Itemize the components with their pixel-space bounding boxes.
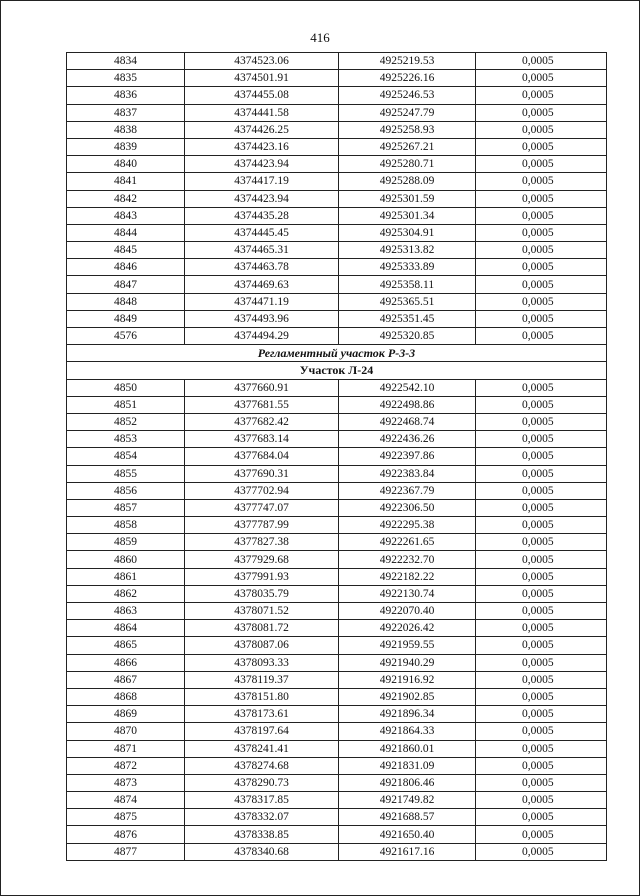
accuracy-cell: 0,0005 bbox=[476, 242, 607, 259]
table-row bbox=[67, 156, 607, 173]
y-coordinate-cell: 4925219.53 bbox=[339, 53, 476, 70]
x-coordinate-cell: 4377929.68 bbox=[185, 551, 339, 568]
y-coordinate-cell: 4925280.71 bbox=[339, 156, 476, 173]
y-coordinate-cell: 4921860.01 bbox=[339, 740, 476, 757]
table-row bbox=[67, 431, 607, 448]
x-coordinate-cell: 4377827.38 bbox=[185, 534, 339, 551]
accuracy-cell: 0,0005 bbox=[476, 568, 607, 585]
accuracy-cell: 0,0005 bbox=[476, 688, 607, 705]
y-coordinate-cell: 4922232.70 bbox=[339, 551, 476, 568]
point-number-cell: 4877 bbox=[67, 843, 185, 860]
x-coordinate-cell: 4378340.68 bbox=[185, 843, 339, 860]
table-row bbox=[67, 70, 607, 87]
accuracy-cell: 0,0005 bbox=[476, 517, 607, 534]
point-number-cell: 4871 bbox=[67, 740, 185, 757]
point-number-cell: 4867 bbox=[67, 671, 185, 688]
table-row bbox=[67, 310, 607, 327]
x-coordinate-cell: 4378317.85 bbox=[185, 792, 339, 809]
accuracy-cell: 0,0005 bbox=[476, 431, 607, 448]
x-coordinate-cell: 4377991.93 bbox=[185, 568, 339, 585]
accuracy-cell: 0,0005 bbox=[476, 499, 607, 516]
accuracy-cell: 0,0005 bbox=[476, 448, 607, 465]
point-number-cell: 4837 bbox=[67, 104, 185, 121]
table-row bbox=[67, 688, 607, 705]
y-coordinate-cell: 4922468.74 bbox=[339, 413, 476, 430]
accuracy-cell: 0,0005 bbox=[476, 671, 607, 688]
x-coordinate-cell: 4377684.04 bbox=[185, 448, 339, 465]
x-coordinate-cell: 4378197.64 bbox=[185, 723, 339, 740]
y-coordinate-cell: 4921902.85 bbox=[339, 688, 476, 705]
table-row bbox=[67, 706, 607, 723]
x-coordinate-cell: 4377690.31 bbox=[185, 465, 339, 482]
accuracy-cell: 0,0005 bbox=[476, 465, 607, 482]
x-coordinate-cell: 4374465.31 bbox=[185, 242, 339, 259]
accuracy-cell: 0,0005 bbox=[476, 121, 607, 138]
y-coordinate-cell: 4921864.33 bbox=[339, 723, 476, 740]
y-coordinate-cell: 4922383.84 bbox=[339, 465, 476, 482]
table-row bbox=[67, 517, 607, 534]
point-number-cell: 4853 bbox=[67, 431, 185, 448]
point-number-cell: 4576 bbox=[67, 328, 185, 345]
accuracy-cell: 0,0005 bbox=[476, 826, 607, 843]
point-number-cell: 4845 bbox=[67, 242, 185, 259]
section-title: Регламентный участок Р-3-3 bbox=[67, 345, 607, 362]
y-coordinate-cell: 4925304.91 bbox=[339, 224, 476, 241]
point-number-cell: 4872 bbox=[67, 757, 185, 774]
y-coordinate-cell: 4922261.65 bbox=[339, 534, 476, 551]
table-row bbox=[67, 637, 607, 654]
table-row bbox=[67, 620, 607, 637]
y-coordinate-cell: 4921749.82 bbox=[339, 792, 476, 809]
table-row bbox=[67, 276, 607, 293]
x-coordinate-cell: 4378087.06 bbox=[185, 637, 339, 654]
point-number-cell: 4849 bbox=[67, 310, 185, 327]
x-coordinate-cell: 4374494.29 bbox=[185, 328, 339, 345]
accuracy-cell: 0,0005 bbox=[476, 482, 607, 499]
y-coordinate-cell: 4921831.09 bbox=[339, 757, 476, 774]
x-coordinate-cell: 4374426.25 bbox=[185, 121, 339, 138]
point-number-cell: 4874 bbox=[67, 792, 185, 809]
table-row bbox=[67, 671, 607, 688]
y-coordinate-cell: 4922070.40 bbox=[339, 603, 476, 620]
accuracy-cell: 0,0005 bbox=[476, 156, 607, 173]
table-row bbox=[67, 328, 607, 345]
point-number-cell: 4868 bbox=[67, 688, 185, 705]
table-row bbox=[67, 259, 607, 276]
point-number-cell: 4842 bbox=[67, 190, 185, 207]
table-row bbox=[67, 448, 607, 465]
accuracy-cell: 0,0005 bbox=[476, 190, 607, 207]
table-row bbox=[67, 774, 607, 791]
point-number-cell: 4851 bbox=[67, 396, 185, 413]
x-coordinate-cell: 4374417.19 bbox=[185, 173, 339, 190]
table-row bbox=[67, 499, 607, 516]
x-coordinate-cell: 4374423.94 bbox=[185, 190, 339, 207]
accuracy-cell: 0,0005 bbox=[476, 551, 607, 568]
x-coordinate-cell: 4377682.42 bbox=[185, 413, 339, 430]
x-coordinate-cell: 4374445.45 bbox=[185, 224, 339, 241]
y-coordinate-cell: 4925301.34 bbox=[339, 207, 476, 224]
point-number-cell: 4848 bbox=[67, 293, 185, 310]
block1-body bbox=[67, 53, 607, 345]
table-row bbox=[67, 534, 607, 551]
point-number-cell: 4862 bbox=[67, 585, 185, 602]
y-coordinate-cell: 4921650.40 bbox=[339, 826, 476, 843]
accuracy-cell: 0,0005 bbox=[476, 224, 607, 241]
x-coordinate-cell: 4377787.99 bbox=[185, 517, 339, 534]
accuracy-cell: 0,0005 bbox=[476, 792, 607, 809]
table-row bbox=[67, 809, 607, 826]
y-coordinate-cell: 4921940.29 bbox=[339, 654, 476, 671]
y-coordinate-cell: 4922295.38 bbox=[339, 517, 476, 534]
point-number-cell: 4852 bbox=[67, 413, 185, 430]
point-number-cell: 4865 bbox=[67, 637, 185, 654]
y-coordinate-cell: 4922498.86 bbox=[339, 396, 476, 413]
accuracy-cell: 0,0005 bbox=[476, 53, 607, 70]
x-coordinate-cell: 4374455.08 bbox=[185, 87, 339, 104]
x-coordinate-cell: 4378119.37 bbox=[185, 671, 339, 688]
accuracy-cell: 0,0005 bbox=[476, 654, 607, 671]
x-coordinate-cell: 4377702.94 bbox=[185, 482, 339, 499]
y-coordinate-cell: 4921896.34 bbox=[339, 706, 476, 723]
table-row bbox=[67, 190, 607, 207]
table-row bbox=[67, 482, 607, 499]
point-number-cell: 4854 bbox=[67, 448, 185, 465]
accuracy-cell: 0,0005 bbox=[476, 809, 607, 826]
x-coordinate-cell: 4378093.33 bbox=[185, 654, 339, 671]
y-coordinate-cell: 4922182.22 bbox=[339, 568, 476, 585]
table-row bbox=[67, 723, 607, 740]
x-coordinate-cell: 4378081.72 bbox=[185, 620, 339, 637]
y-coordinate-cell: 4922130.74 bbox=[339, 585, 476, 602]
table-row bbox=[67, 826, 607, 843]
accuracy-cell: 0,0005 bbox=[476, 637, 607, 654]
x-coordinate-cell: 4374463.78 bbox=[185, 259, 339, 276]
table-row bbox=[67, 138, 607, 155]
table-row bbox=[67, 173, 607, 190]
x-coordinate-cell: 4374493.96 bbox=[185, 310, 339, 327]
x-coordinate-cell: 4378332.07 bbox=[185, 809, 339, 826]
accuracy-cell: 0,0005 bbox=[476, 379, 607, 396]
x-coordinate-cell: 4374441.58 bbox=[185, 104, 339, 121]
table-row bbox=[67, 551, 607, 568]
point-number-cell: 4875 bbox=[67, 809, 185, 826]
y-coordinate-cell: 4922306.50 bbox=[339, 499, 476, 516]
accuracy-cell: 0,0005 bbox=[476, 774, 607, 791]
accuracy-cell: 0,0005 bbox=[476, 723, 607, 740]
point-number-cell: 4863 bbox=[67, 603, 185, 620]
plot-title: Участок Л-24 bbox=[67, 362, 607, 379]
point-number-cell: 4857 bbox=[67, 499, 185, 516]
table-row bbox=[67, 603, 607, 620]
y-coordinate-cell: 4925246.53 bbox=[339, 87, 476, 104]
point-number-cell: 4840 bbox=[67, 156, 185, 173]
y-coordinate-cell: 4921617.16 bbox=[339, 843, 476, 860]
y-coordinate-cell: 4925351.45 bbox=[339, 310, 476, 327]
accuracy-cell: 0,0005 bbox=[476, 740, 607, 757]
y-coordinate-cell: 4925267.21 bbox=[339, 138, 476, 155]
y-coordinate-cell: 4925288.09 bbox=[339, 173, 476, 190]
x-coordinate-cell: 4377681.55 bbox=[185, 396, 339, 413]
table-row bbox=[67, 87, 607, 104]
x-coordinate-cell: 4377747.07 bbox=[185, 499, 339, 516]
x-coordinate-cell: 4378071.52 bbox=[185, 603, 339, 620]
point-number-cell: 4843 bbox=[67, 207, 185, 224]
accuracy-cell: 0,0005 bbox=[476, 328, 607, 345]
y-coordinate-cell: 4922436.26 bbox=[339, 431, 476, 448]
table-row bbox=[67, 121, 607, 138]
page-number: 416 bbox=[310, 30, 330, 45]
point-number-cell: 4839 bbox=[67, 138, 185, 155]
y-coordinate-cell: 4921916.92 bbox=[339, 671, 476, 688]
accuracy-cell: 0,0005 bbox=[476, 104, 607, 121]
point-number-cell: 4876 bbox=[67, 826, 185, 843]
block2-body bbox=[67, 379, 607, 860]
table-row bbox=[67, 53, 607, 70]
accuracy-cell: 0,0005 bbox=[476, 293, 607, 310]
x-coordinate-cell: 4378035.79 bbox=[185, 585, 339, 602]
x-coordinate-cell: 4374469.63 bbox=[185, 276, 339, 293]
table-row bbox=[67, 465, 607, 482]
point-number-cell: 4861 bbox=[67, 568, 185, 585]
table-row bbox=[67, 293, 607, 310]
table-row bbox=[67, 654, 607, 671]
x-coordinate-cell: 4377683.14 bbox=[185, 431, 339, 448]
table-row bbox=[67, 792, 607, 809]
coordinates-table bbox=[66, 52, 607, 861]
accuracy-cell: 0,0005 bbox=[476, 706, 607, 723]
table-row bbox=[67, 396, 607, 413]
accuracy-cell: 0,0005 bbox=[476, 87, 607, 104]
y-coordinate-cell: 4922026.42 bbox=[339, 620, 476, 637]
accuracy-cell: 0,0005 bbox=[476, 396, 607, 413]
table-row bbox=[67, 207, 607, 224]
point-number-cell: 4847 bbox=[67, 276, 185, 293]
accuracy-cell: 0,0005 bbox=[476, 173, 607, 190]
y-coordinate-cell: 4925333.89 bbox=[339, 259, 476, 276]
accuracy-cell: 0,0005 bbox=[476, 620, 607, 637]
point-number-cell: 4835 bbox=[67, 70, 185, 87]
point-number-cell: 4864 bbox=[67, 620, 185, 637]
y-coordinate-cell: 4921806.46 bbox=[339, 774, 476, 791]
accuracy-cell: 0,0005 bbox=[476, 259, 607, 276]
accuracy-cell: 0,0005 bbox=[476, 585, 607, 602]
accuracy-cell: 0,0005 bbox=[476, 70, 607, 87]
accuracy-cell: 0,0005 bbox=[476, 207, 607, 224]
y-coordinate-cell: 4925365.51 bbox=[339, 293, 476, 310]
x-coordinate-cell: 4378151.80 bbox=[185, 688, 339, 705]
y-coordinate-cell: 4922397.86 bbox=[339, 448, 476, 465]
point-number-cell: 4838 bbox=[67, 121, 185, 138]
point-number-cell: 4834 bbox=[67, 53, 185, 70]
point-number-cell: 4860 bbox=[67, 551, 185, 568]
x-coordinate-cell: 4378274.68 bbox=[185, 757, 339, 774]
y-coordinate-cell: 4925247.79 bbox=[339, 104, 476, 121]
y-coordinate-cell: 4921688.57 bbox=[339, 809, 476, 826]
x-coordinate-cell: 4374423.16 bbox=[185, 138, 339, 155]
accuracy-cell: 0,0005 bbox=[476, 413, 607, 430]
y-coordinate-cell: 4922542.10 bbox=[339, 379, 476, 396]
accuracy-cell: 0,0005 bbox=[476, 138, 607, 155]
y-coordinate-cell: 4925358.11 bbox=[339, 276, 476, 293]
table-row bbox=[67, 843, 607, 860]
table-row bbox=[67, 379, 607, 396]
point-number-cell: 4846 bbox=[67, 259, 185, 276]
x-coordinate-cell: 4374471.19 bbox=[185, 293, 339, 310]
point-number-cell: 4844 bbox=[67, 224, 185, 241]
point-number-cell: 4859 bbox=[67, 534, 185, 551]
y-coordinate-cell: 4925258.93 bbox=[339, 121, 476, 138]
table-row bbox=[67, 568, 607, 585]
point-number-cell: 4869 bbox=[67, 706, 185, 723]
accuracy-cell: 0,0005 bbox=[476, 310, 607, 327]
table-row bbox=[67, 413, 607, 430]
point-number-cell: 4856 bbox=[67, 482, 185, 499]
accuracy-cell: 0,0005 bbox=[476, 603, 607, 620]
table-row bbox=[67, 242, 607, 259]
y-coordinate-cell: 4925301.59 bbox=[339, 190, 476, 207]
x-coordinate-cell: 4374423.94 bbox=[185, 156, 339, 173]
y-coordinate-cell: 4925313.82 bbox=[339, 242, 476, 259]
table-row bbox=[67, 740, 607, 757]
point-number-cell: 4858 bbox=[67, 517, 185, 534]
accuracy-cell: 0,0005 bbox=[476, 534, 607, 551]
accuracy-cell: 0,0005 bbox=[476, 843, 607, 860]
x-coordinate-cell: 4378241.41 bbox=[185, 740, 339, 757]
point-number-cell: 4841 bbox=[67, 173, 185, 190]
table-row bbox=[67, 104, 607, 121]
x-coordinate-cell: 4378338.85 bbox=[185, 826, 339, 843]
y-coordinate-cell: 4925226.16 bbox=[339, 70, 476, 87]
table-row bbox=[67, 757, 607, 774]
x-coordinate-cell: 4374523.06 bbox=[185, 53, 339, 70]
point-number-cell: 4870 bbox=[67, 723, 185, 740]
point-number-cell: 4866 bbox=[67, 654, 185, 671]
accuracy-cell: 0,0005 bbox=[476, 276, 607, 293]
x-coordinate-cell: 4374435.28 bbox=[185, 207, 339, 224]
plot-title-row bbox=[67, 362, 607, 379]
point-number-cell: 4873 bbox=[67, 774, 185, 791]
y-coordinate-cell: 4922367.79 bbox=[339, 482, 476, 499]
table-row bbox=[67, 585, 607, 602]
point-number-cell: 4836 bbox=[67, 87, 185, 104]
x-coordinate-cell: 4378173.61 bbox=[185, 706, 339, 723]
accuracy-cell: 0,0005 bbox=[476, 757, 607, 774]
y-coordinate-cell: 4921959.55 bbox=[339, 637, 476, 654]
point-number-cell: 4855 bbox=[67, 465, 185, 482]
table-row bbox=[67, 224, 607, 241]
x-coordinate-cell: 4378290.73 bbox=[185, 774, 339, 791]
section-title-row bbox=[67, 345, 607, 362]
x-coordinate-cell: 4377660.91 bbox=[185, 379, 339, 396]
x-coordinate-cell: 4374501.91 bbox=[185, 70, 339, 87]
point-number-cell: 4850 bbox=[67, 379, 185, 396]
y-coordinate-cell: 4925320.85 bbox=[339, 328, 476, 345]
